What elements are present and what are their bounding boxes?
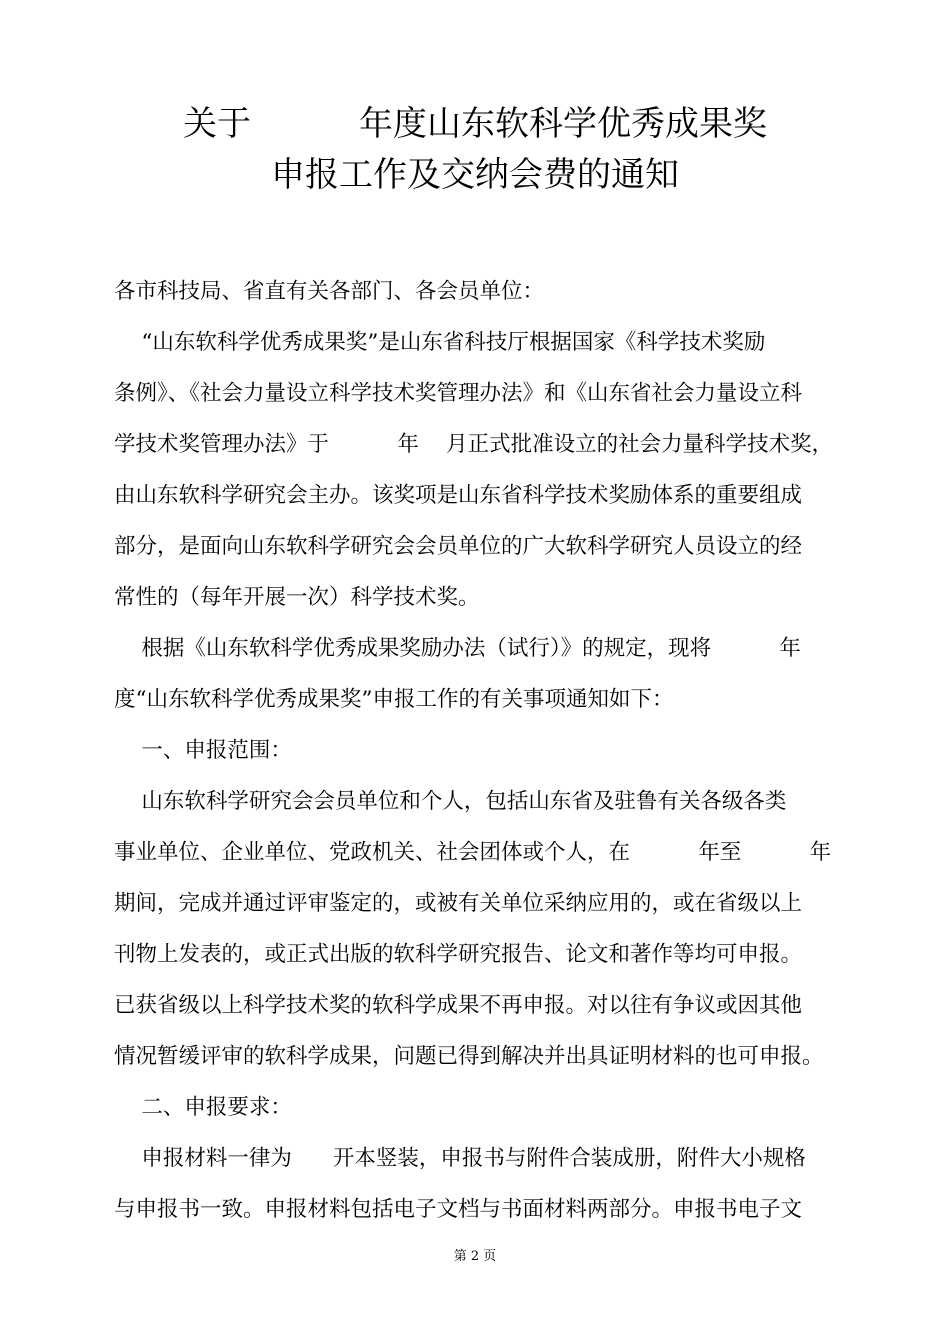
body-line: 刊物上发表的，或正式出版的软科学研究报告、论文和著作等均可申报。 [114, 942, 803, 967]
body-line: 事业单位、企业单位、党政机关、社会团体或个人，在 年至 年 [114, 840, 832, 865]
body-line: “山东软科学优秀成果奖”是山东省科技厅根据国家《科学技术奖励 [114, 330, 766, 355]
body-line: 学技术奖管理办法》于 年 月正式批准设立的社会力量科学技术奖， [114, 432, 834, 457]
body-line: 申报材料一律为 开本竖装，申报书与附件合装成册，附件大小规格 [114, 1146, 806, 1171]
page-title-line-1: 关于 年度山东软科学优秀成果奖 [182, 104, 768, 144]
body-line: 各市科技局、省直有关各部门、各会员单位： [114, 279, 545, 304]
body-line: 期间，完成并通过评审鉴定的，或被有关单位采纳应用的，或在省级以上 [114, 891, 803, 916]
body-line: 由山东软科学研究会主办。该奖项是山东省科学技术奖励体系的重要组成 [114, 483, 803, 508]
body-line: 情况暂缓评审的软科学成果，问题已得到解决并出具证明材料的也可申报。 [114, 1044, 824, 1069]
body-line: 山东软科学研究会会员单位和个人，包括山东省及驻鲁有关各级各类 [114, 789, 787, 814]
page-number: 第 2 页 [453, 1249, 497, 1264]
section-heading: 一、申报范围： [114, 738, 292, 763]
body-line: 已获省级以上科学技术奖的软科学成果不再申报。对以往有争议或因其他 [114, 993, 803, 1018]
section-heading: 二、申报要求： [114, 1095, 292, 1120]
body-line: 与申报书一致。申报材料包括电子文档与书面材料两部分。申报书电子文 [114, 1197, 803, 1222]
page-title-line-2: 申报工作及交纳会费的通知 [271, 155, 679, 195]
body-line: 根据《山东软科学优秀成果奖励办法（试行）》的规定，现将 年 [114, 636, 801, 661]
body-line: 常性的（每年开展一次）科学技术奖。 [114, 585, 480, 610]
body-line: 部分，是面向山东软科学研究会会员单位的广大软科学研究人员设立的经 [114, 534, 803, 559]
body-line: 度“山东软科学优秀成果奖”申报工作的有关事项通知如下： [114, 687, 674, 712]
body-line: 条例》、《社会力量设立科学技术奖管理办法》和《山东省社会力量设立科 [114, 381, 803, 406]
